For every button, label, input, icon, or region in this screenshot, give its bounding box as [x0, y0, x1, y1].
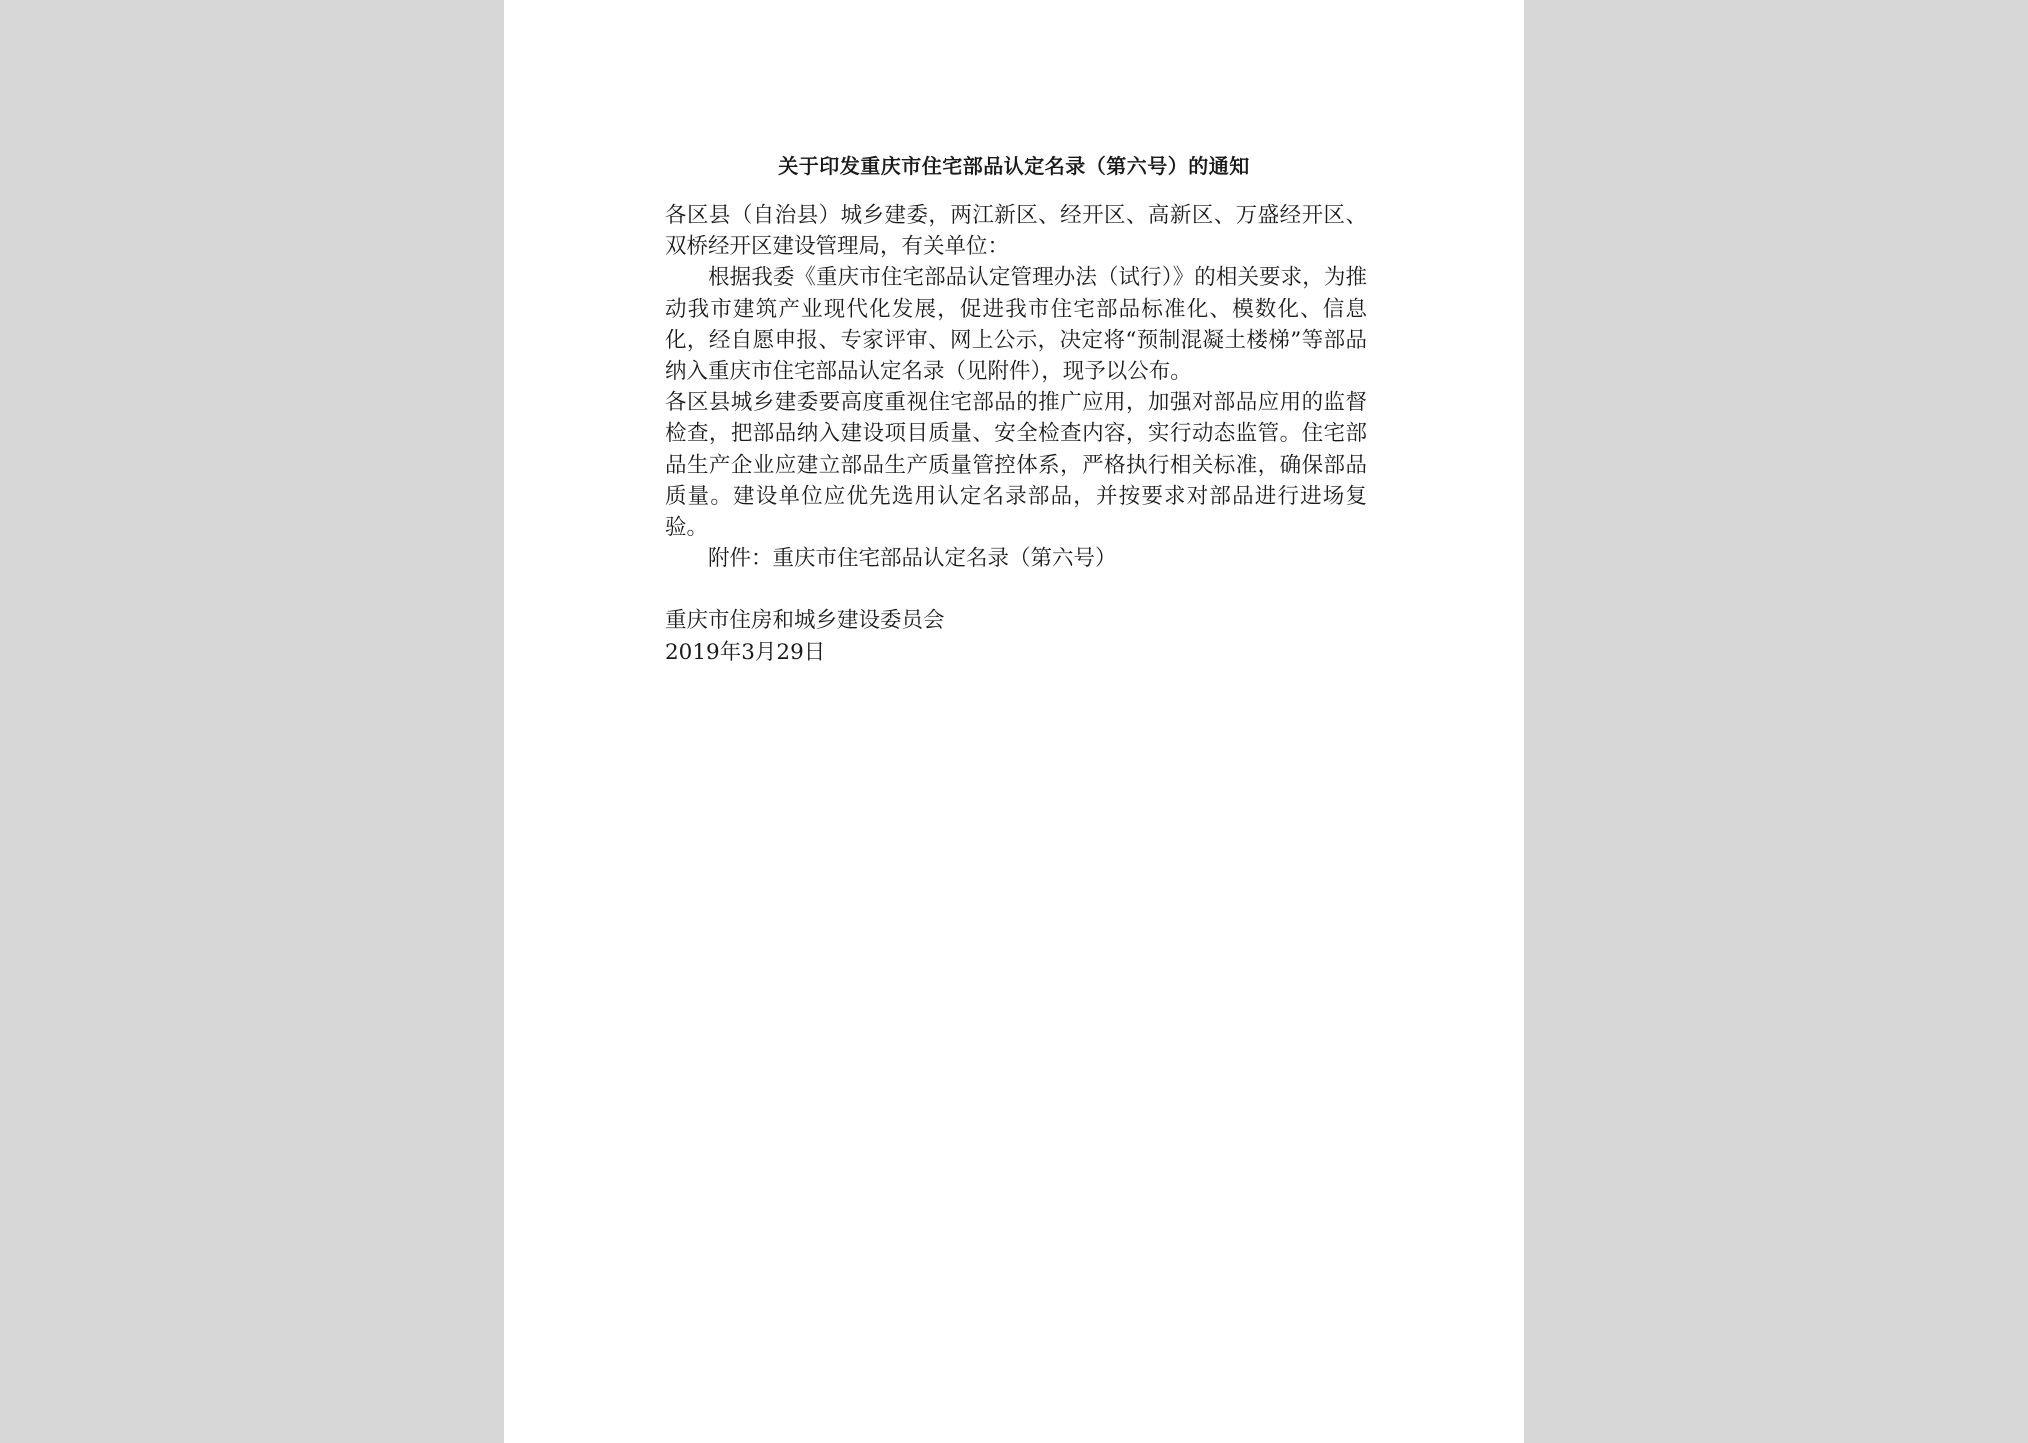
issuer-name: 重庆市住房和城乡建设委员会	[665, 608, 945, 634]
document-body	[665, 200, 1367, 668]
document-title: 关于印发重庆市住宅部品认定名录（第六号）的通知	[778, 154, 1250, 178]
document-page	[504, 0, 1524, 1443]
issue-date: 2019年3月29日	[665, 639, 826, 665]
body-paragraph-1: 根据我委《重庆市住宅部品认定管理办法（试行）》的相关要求，为推动我市建筑产业现代化发展，促进我市住宅部品标准化、模数化、信息化，经自愿申报、专家评审、网上公示，决定将“预制混凝土楼梯”等部品纳入重庆市住宅部品认定名录（见附件），现予以公布。	[665, 265, 1367, 385]
body-paragraph-2: 各区县城乡建委要高度重视住宅部品的推广应用，加强对部品应用的监督检查，把部品纳入建设项目质量、安全检查内容，实行动态监管。住宅部品生产企业应建立部品生产质量管控体系，严格执行相关标准，确保部品质量。建设单位应优先选用认定名录部品，并按要求对部品进行进场复验。	[665, 390, 1367, 541]
salutation: 各区县（自治县）城乡建委，两江新区、经开区、高新区、万盛经开区、双桥经开区建设管理局，有关单位：	[665, 203, 1367, 260]
signature-block	[665, 605, 1367, 667]
attachment-line: 附件：重庆市住宅部品认定名录（第六号）	[708, 546, 1117, 572]
